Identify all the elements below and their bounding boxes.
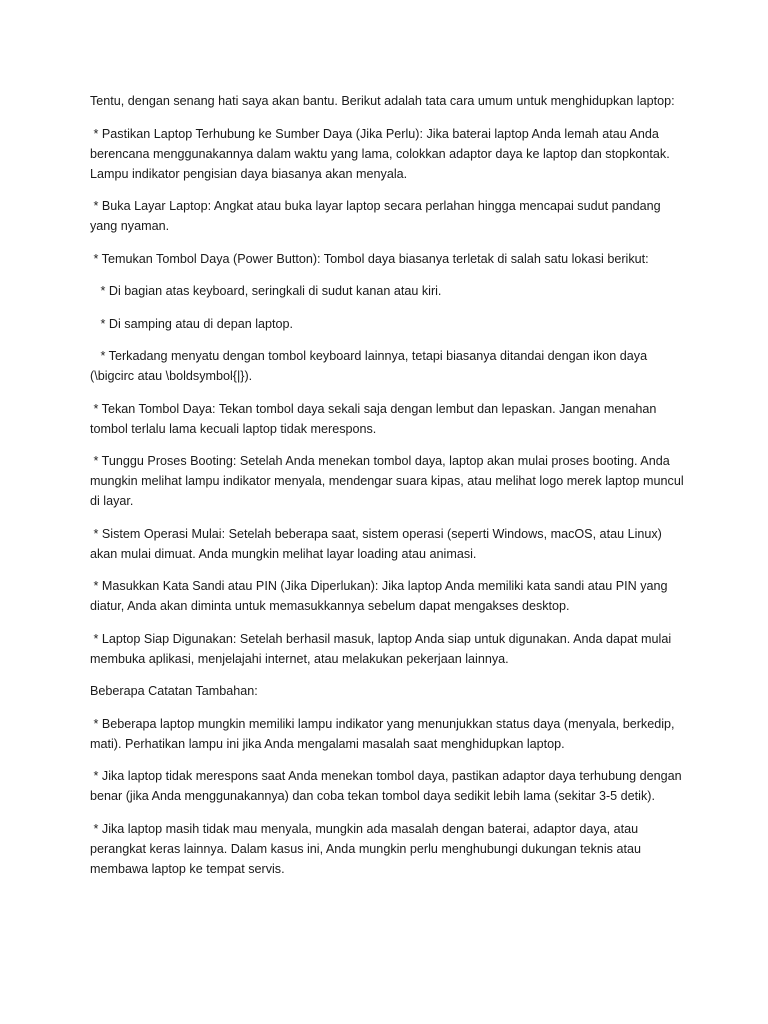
sub-item-side-front: * Di samping atau di depan laptop. xyxy=(90,316,294,331)
document-body xyxy=(90,91,690,891)
step-ready: * Laptop Siap Digunakan: Setelah berhasil masuk, laptop Anda siap untuk digunakan. Anda dapat mulai membuka aplikasi, menjelajahi internet, atau melakukan pekerjaan lainnya. xyxy=(90,631,675,666)
note-hardware-problem: * Jika laptop masih tidak mau menyala, mungkin ada masalah dengan baterai, adaptor daya, atau perangkat keras lainnya. Dalam kasus ini, Anda mungkin perlu menghubungi dukungan teknis atau membawa laptop ke tempat servis. xyxy=(90,821,645,876)
note-indicator-light: * Beberapa laptop mungkin memiliki lampu indikator yang menunjukkan status daya (menyala, berkedip, mati). Perhatikan lampu ini jika Anda mengalami masalah saat menghidupkan laptop. xyxy=(90,716,679,751)
sub-item-keyboard-top: * Di bagian atas keyboard, seringkali di sudut kanan atau kiri. xyxy=(90,284,442,298)
sub-item-keyboard-key: * Terkadang menyatu dengan tombol keyboard lainnya, tetapi biasanya ditandai dengan ikon daya (\bigcirc atau \boldsymbol{|}). xyxy=(90,349,651,383)
note-no-response: * Jika laptop tidak merespons saat Anda menekan tombol daya, pastikan adaptor daya terhubung dengan benar (jika Anda menggunakannya) dan coba tekan tombol daya sedikit lebih lama (sekitar 3-5 detik). xyxy=(90,769,686,803)
intro-paragraph: Tentu, dengan senang hati saya akan bantu. Berikut adalah tata cara umum untuk menghidupkan laptop: xyxy=(90,94,675,108)
step-find-power-button: * Temukan Tombol Daya (Power Button): Tombol daya biasanya terletak di salah satu lokasi berikut: xyxy=(90,251,649,266)
step-os-start: * Sistem Operasi Mulai: Setelah beberapa saat, sistem operasi (seperti Windows, macOS, atau Linux) akan mulai dimuat. Anda mungkin melihat layar loading atau animasi. xyxy=(90,526,666,561)
step-press-power: * Tekan Tombol Daya: Tekan tombol daya sekali saja dengan lembut dan lepaskan. Jangan menahan tombol terlalu lama kecuali laptop tidak merespons. xyxy=(90,401,660,436)
notes-heading: Beberapa Catatan Tambahan: xyxy=(90,684,258,698)
step-enter-password: * Masukkan Kata Sandi atau PIN (Jika Diperlukan): Jika laptop Anda memiliki kata sandi atau PIN yang diatur, Anda akan diminta untuk memasukkannya sebelum dapat mengakses desktop. xyxy=(90,579,672,613)
step-connect-power: * Pastikan Laptop Terhubung ke Sumber Daya (Jika Perlu): Jika baterai laptop Anda lemah atau Anda berencana menggunakannya dalam waktu yang lama, colokkan adaptor daya ke laptop dan stopkontak. Lampu indikator pengisian daya biasanya akan menyala. xyxy=(90,126,674,181)
step-wait-booting: * Tunggu Proses Booting: Setelah Anda menekan tombol daya, laptop akan mulai proses booting. Anda mungkin melihat lampu indikator menyala, mendengar suara kipas, atau melihat logo merek laptop muncul di layar. xyxy=(90,454,688,508)
step-open-screen: * Buka Layar Laptop: Angkat atau buka layar laptop secara perlahan hingga mencapai sudut pandang yang nyaman. xyxy=(90,199,665,233)
